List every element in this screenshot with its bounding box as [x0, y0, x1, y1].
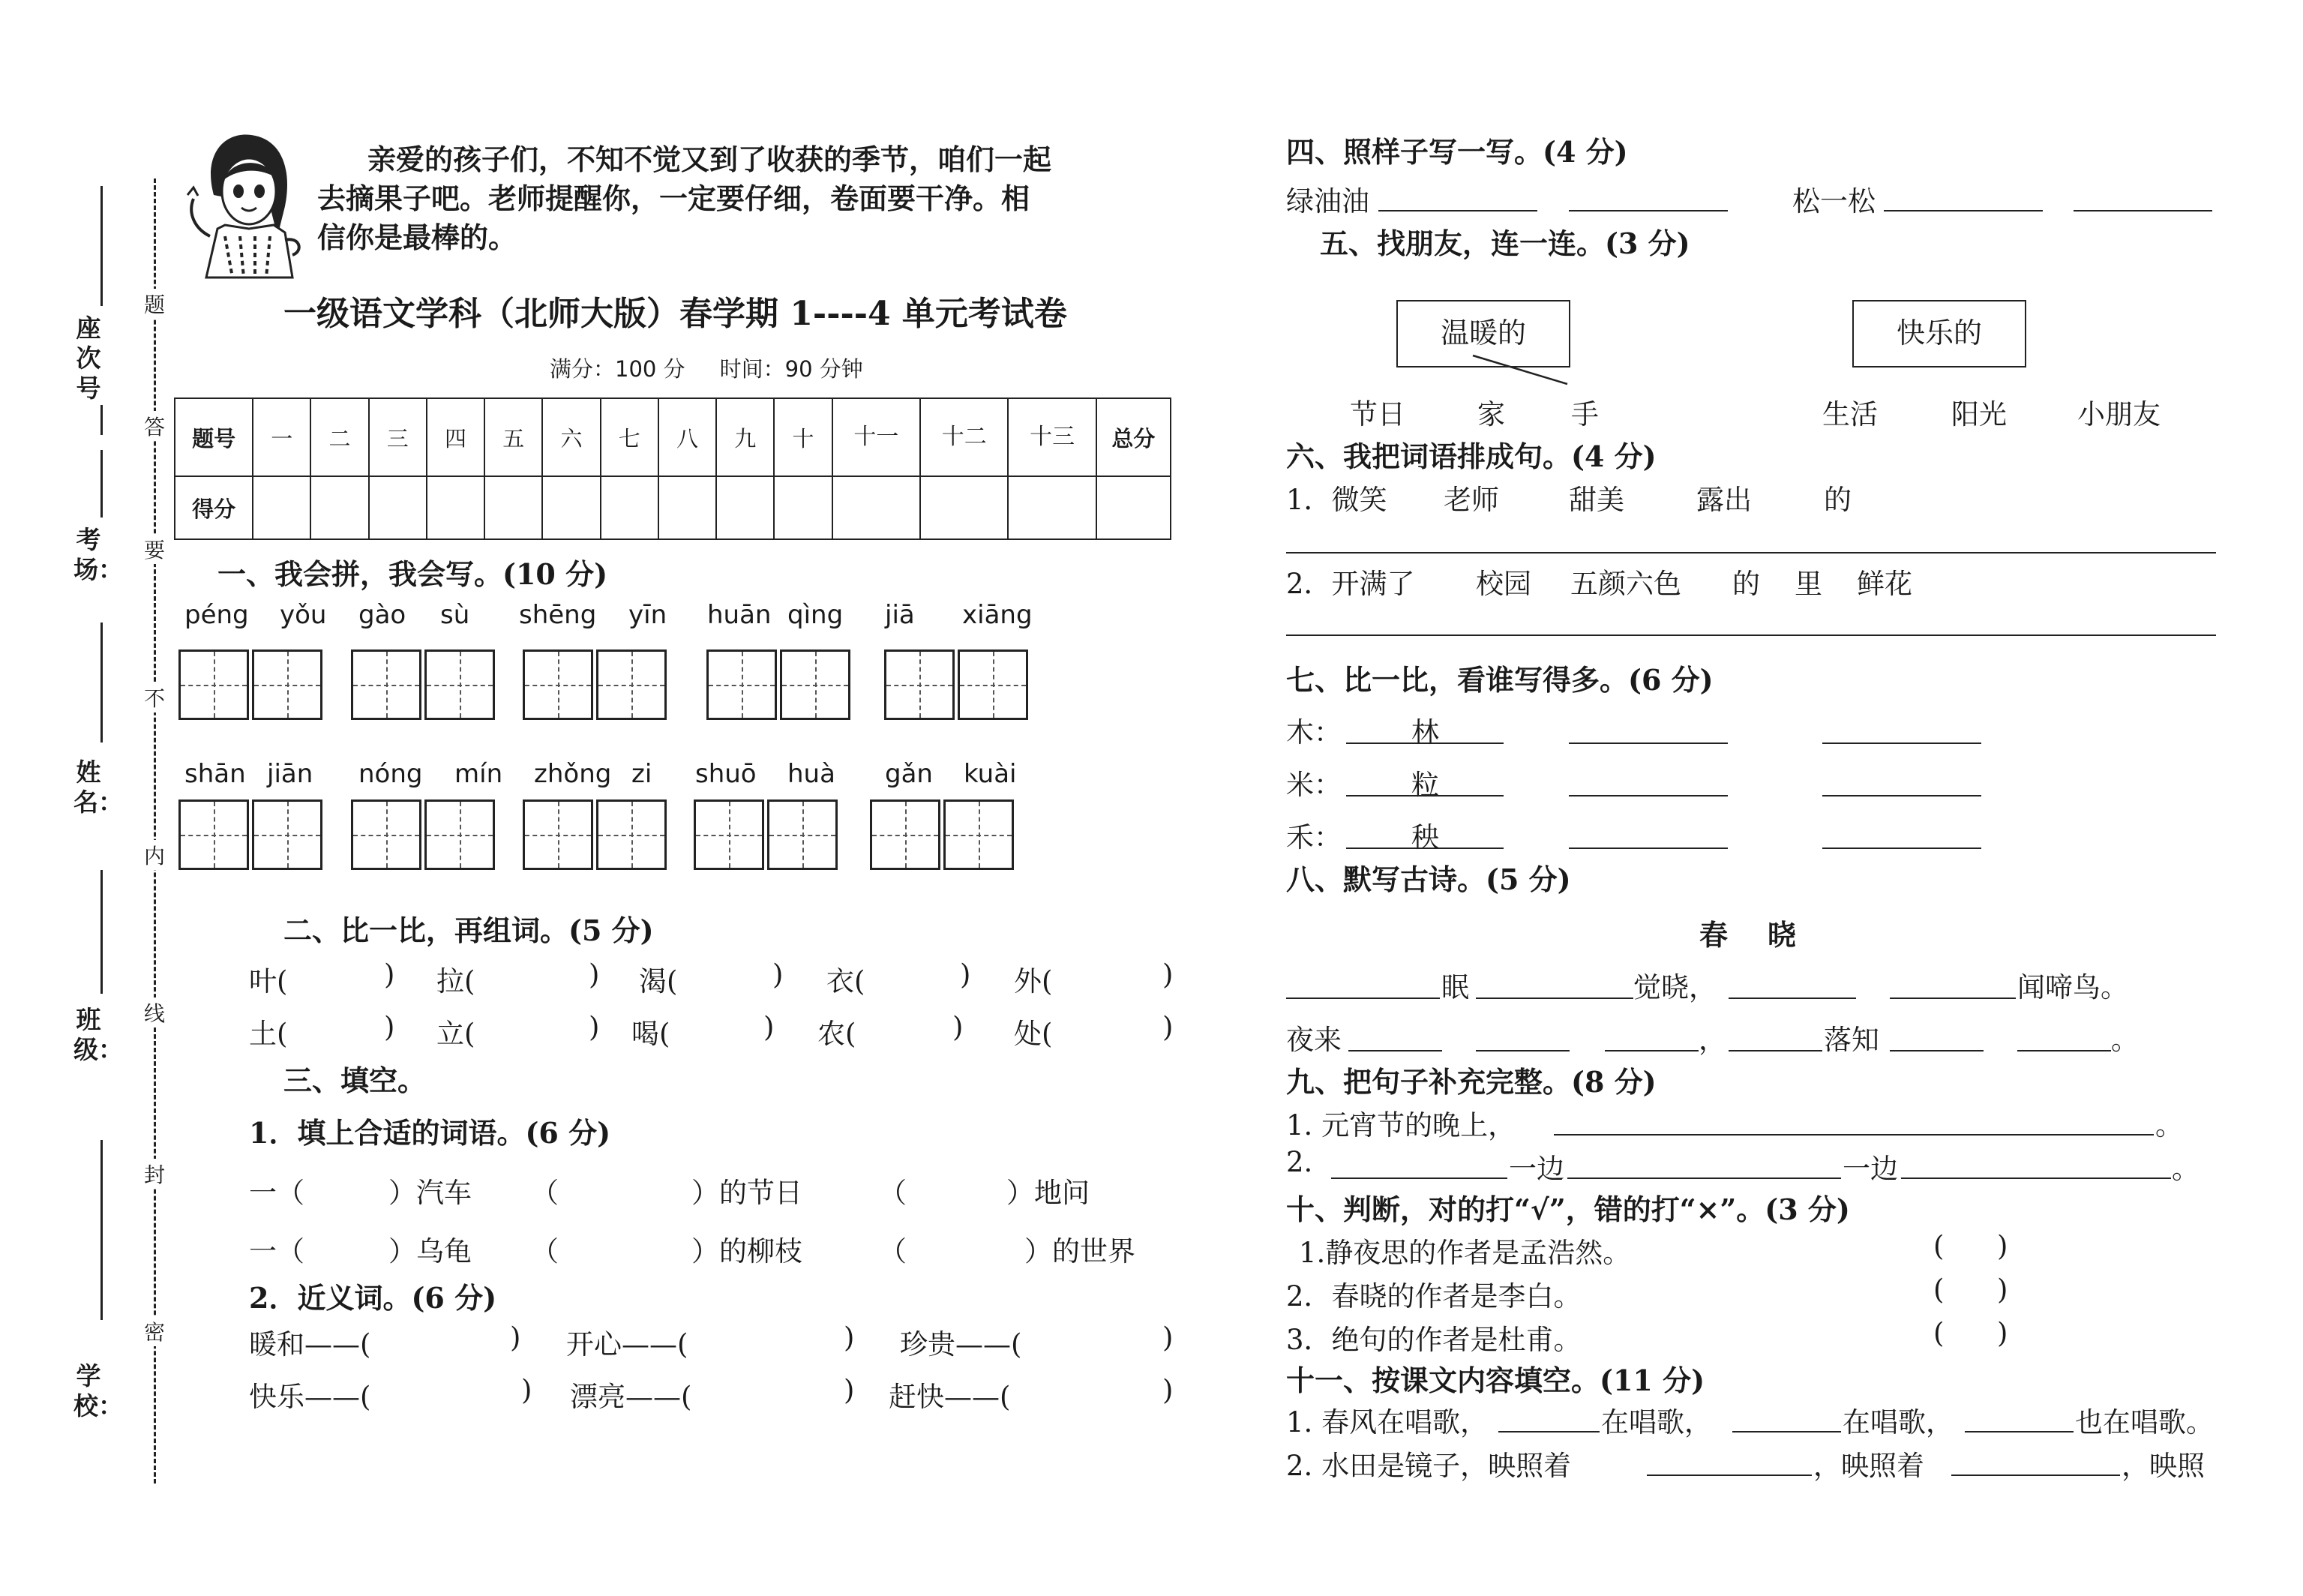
compare-item-close: )	[772, 958, 784, 991]
score-cell-5[interactable]	[484, 476, 542, 539]
seat-number-label: 座次号	[76, 314, 101, 403]
match-word: 生活	[1822, 398, 1878, 430]
writing-box[interactable]	[252, 650, 322, 720]
pinyin: jiān	[267, 759, 313, 789]
writing-box[interactable]	[178, 650, 249, 720]
radical-example: 粒	[1411, 769, 1439, 801]
sentence-part: 一边	[1843, 1153, 1898, 1185]
match-word: 小朋友	[2077, 398, 2161, 430]
exam-room-line-lower	[100, 622, 103, 742]
poem-blank[interactable]	[1890, 998, 2016, 999]
match-box-1[interactable]: 温暖的	[1396, 300, 1570, 368]
synonym-item: 暖和——(	[249, 1328, 371, 1360]
score-col-3: 三	[369, 398, 427, 476]
pinyin: huà	[787, 759, 835, 789]
synonym-close: )	[844, 1374, 855, 1406]
exam-room-label: 考场：	[73, 525, 123, 584]
fill-word-part: 一（	[249, 1235, 304, 1268]
pinyin: huān	[707, 600, 772, 630]
score-row-label: 得分	[175, 476, 253, 539]
pinyin: jiā	[885, 600, 915, 630]
poem-blank[interactable]	[1476, 1050, 1570, 1052]
fill-word-part: ）的世界	[1024, 1235, 1135, 1268]
writing-box[interactable]	[706, 650, 777, 720]
pinyin: mín	[454, 759, 503, 789]
score-col-13: 十三	[1008, 398, 1096, 476]
score-cell-10[interactable]	[774, 476, 832, 539]
fill-word-part: ）汽车	[388, 1177, 472, 1209]
poem-fragment: 夜来	[1286, 1024, 1342, 1056]
compare-item-close: )	[1162, 1011, 1174, 1043]
seal-mark-mi: 密	[143, 1316, 166, 1346]
synonym-close: )	[510, 1322, 521, 1354]
judgement-paren[interactable]: ( )	[1933, 1317, 2008, 1349]
sentence-word: 的	[1824, 484, 1852, 516]
sentence-word: 老师	[1444, 484, 1499, 516]
synonym-item: 开心——(	[566, 1328, 688, 1360]
section-10-title: 十、判断，对的打“√”，错的打“×”。(3 分)	[1286, 1192, 1850, 1226]
sentence-word: 鲜花	[1857, 568, 1912, 600]
fill-word-part: （	[531, 1235, 559, 1268]
poem-fragment: 闻啼鸟。	[2017, 971, 2128, 1004]
writing-box[interactable]	[958, 650, 1028, 720]
sentence-word: 2．开满了	[1286, 568, 1415, 600]
match-word: 家	[1477, 398, 1505, 430]
judgement-paren[interactable]: ( )	[1933, 1230, 2008, 1262]
exam-title: 一级语文学科（北师大版）春学期 1----4 单元考试卷	[283, 295, 1067, 333]
synonym-item: 赶快——(	[889, 1381, 1011, 1413]
answer-line[interactable]	[1569, 210, 1728, 212]
answer-line[interactable]	[1378, 210, 1537, 212]
intro-line-3: 信你是最棒的。	[317, 220, 517, 254]
score-col-11: 十一	[832, 398, 920, 476]
answer-line[interactable]	[1884, 210, 2043, 212]
poem-blank[interactable]	[1476, 998, 1633, 999]
match-word: 手	[1571, 398, 1599, 430]
pinyin: gǎn	[885, 759, 933, 789]
writing-box[interactable]	[424, 800, 495, 870]
synonym-item: 珍贵——(	[900, 1328, 1022, 1360]
answer-line[interactable]	[1346, 848, 1504, 849]
compare-item-close: )	[384, 958, 395, 991]
pinyin: péng	[184, 600, 249, 630]
section-7-title: 七、比一比，看谁写得多。(6 分)	[1286, 663, 1714, 697]
pinyin: shān	[184, 759, 246, 789]
seal-mark-da: 答	[143, 411, 166, 441]
pinyin: nóng	[358, 759, 423, 789]
score-table-header-label: 题号	[175, 398, 253, 476]
poem-blank[interactable]	[1890, 1050, 1984, 1052]
compare-item: 土(	[249, 1018, 288, 1050]
writing-box[interactable]	[694, 800, 764, 870]
score-col-9: 九	[716, 398, 774, 476]
judgement-item: 2．春晓的作者是李白。	[1286, 1280, 1582, 1312]
score-cell-8[interactable]	[658, 476, 716, 539]
score-col-6: 六	[542, 398, 600, 476]
synonym-close: )	[1162, 1374, 1174, 1406]
writing-box[interactable]	[943, 800, 1014, 870]
seal-mark-feng: 封	[143, 1159, 166, 1189]
teacher-girl-illustration	[180, 124, 307, 281]
score-col-12: 十二	[920, 398, 1008, 476]
compare-item-close: )	[763, 1011, 775, 1043]
pinyin: qìng	[787, 600, 844, 630]
compare-item-close: )	[960, 958, 971, 991]
score-col-1: 一	[253, 398, 310, 476]
score-cell-11[interactable]	[832, 476, 920, 539]
sentence-word: 校园	[1476, 568, 1531, 600]
match-connector-line	[1470, 352, 1575, 398]
pinyin: shēng	[519, 600, 597, 630]
section-2-title: 二、比一比，再组词。(5 分)	[283, 914, 654, 947]
compare-item-close: )	[589, 1011, 600, 1043]
pinyin: kuài	[964, 759, 1017, 789]
score-table	[174, 398, 1171, 540]
answer-line[interactable]	[1569, 848, 1728, 849]
fill-word-part: ）的节日	[691, 1177, 802, 1209]
pinyin: zi	[631, 759, 652, 789]
judgement-item: 3．绝句的作者是杜甫。	[1286, 1324, 1582, 1356]
text-fill-part: 在唱歌，	[1843, 1406, 1954, 1438]
class-line-lower	[100, 1140, 103, 1320]
exam-room-line	[100, 450, 103, 518]
synonym-close: )	[844, 1322, 855, 1354]
sentence-word: 露出	[1696, 484, 1752, 516]
poem-fragment: ，	[1699, 1024, 1726, 1056]
writing-box[interactable]	[523, 800, 593, 870]
poem-fragment: 眠	[1441, 971, 1469, 1004]
answer-line[interactable]	[1822, 742, 1981, 744]
score-cell-4[interactable]	[427, 476, 484, 539]
score-cell-3[interactable]	[369, 476, 427, 539]
exam-subtitle: 满分：100 分 时间：90 分钟	[550, 356, 863, 382]
sentence-word: 甜美	[1569, 484, 1624, 516]
pinyin: shuō	[695, 759, 757, 789]
pattern-example-1: 绿油油	[1286, 185, 1369, 218]
intro-line-2: 去摘果子吧。老师提醒你，一定要仔细，卷面要干净。相	[317, 182, 1030, 215]
pinyin: yīn	[628, 600, 667, 630]
text-fill-part: 在唱歌，	[1601, 1406, 1712, 1438]
seal-mark-bu: 不	[143, 682, 166, 712]
match-word: 节日	[1350, 398, 1405, 430]
section-9-title: 九、把句子补充完整。(8 分)	[1286, 1065, 1657, 1099]
text-fill-blank[interactable]	[1647, 1474, 1812, 1476]
compare-item-close: )	[589, 958, 600, 991]
section-6-title: 六、我把词语排成句。(4 分)	[1286, 440, 1657, 473]
radical-label: 米：	[1286, 769, 1342, 801]
complete-sentence-prompt: 2.	[1286, 1146, 1313, 1178]
sentence-blank[interactable]	[1554, 1134, 2154, 1136]
writing-box[interactable]	[596, 800, 667, 870]
fill-word-part: 一（	[249, 1177, 304, 1209]
radical-example: 秧	[1411, 821, 1439, 854]
match-box-2[interactable]: 快乐的	[1852, 300, 2026, 368]
sentence-blank[interactable]	[1901, 1178, 2171, 1179]
compare-item: 渴(	[639, 965, 678, 998]
sentence-word: 里	[1795, 568, 1822, 600]
pinyin: yǒu	[280, 600, 327, 630]
score-col-10: 十	[774, 398, 832, 476]
school-label: 学校：	[73, 1361, 123, 1420]
synonym-close: )	[521, 1374, 532, 1406]
poem-blank[interactable]	[1286, 998, 1440, 999]
writing-box[interactable]	[767, 800, 838, 870]
sentence-end: 。	[2172, 1153, 2200, 1185]
fill-word-part: ）乌龟	[388, 1235, 472, 1268]
writing-box[interactable]	[178, 800, 249, 870]
text-fill-blank[interactable]	[1498, 1431, 1600, 1432]
score-cell-9[interactable]	[716, 476, 774, 539]
poem-blank[interactable]	[1348, 1050, 1442, 1052]
text-fill-part: 也在唱歌。	[2075, 1406, 2214, 1438]
answer-line[interactable]	[1569, 795, 1728, 796]
pinyin: xiāng	[962, 600, 1033, 630]
score-col-5: 五	[484, 398, 542, 476]
score-cell-12[interactable]	[920, 476, 1008, 539]
student-name-label: 姓名：	[73, 758, 123, 817]
text-fill-blank[interactable]	[1951, 1474, 2120, 1476]
section-1-title: 一、我会拼，我会写。(10 分)	[217, 557, 608, 591]
compare-item-close: )	[1162, 958, 1174, 991]
intro-line-1: 亲爱的孩子们，不知不觉又到了收获的季节，咱们一起	[367, 142, 1052, 176]
writing-box[interactable]	[780, 650, 850, 720]
radical-example: 林	[1411, 716, 1439, 748]
sentence-answer-line[interactable]	[1286, 552, 2216, 554]
compare-item-close: )	[952, 1011, 964, 1043]
poem-blank[interactable]	[2017, 1050, 2111, 1052]
score-cell-7[interactable]	[601, 476, 658, 539]
compare-item: 叶(	[249, 965, 288, 998]
writing-box[interactable]	[351, 650, 421, 720]
section-3-q1-title: 1．填上合适的词语。(6 分)	[249, 1116, 611, 1150]
compare-item: 农(	[817, 1018, 856, 1050]
answer-line[interactable]	[1346, 742, 1504, 744]
synonym-close: )	[1162, 1322, 1174, 1354]
section-11-title: 十一、按课文内容填空。(11 分)	[1286, 1364, 1705, 1397]
poem-fragment: 落知	[1824, 1024, 1879, 1056]
synonym-item: 漂亮——(	[570, 1381, 692, 1413]
pinyin: zhǒng	[534, 759, 612, 789]
writing-box[interactable]	[884, 650, 955, 720]
poem-fragment: 。	[2111, 1024, 2139, 1056]
seal-mark-nei: 内	[143, 840, 166, 870]
seat-number-line-lower	[100, 405, 103, 435]
radical-label: 木：	[1286, 716, 1342, 748]
sentence-word: 的	[1732, 568, 1760, 600]
pattern-example-2: 松一松	[1792, 185, 1876, 218]
match-word: 阳光	[1951, 398, 2007, 430]
sentence-part: 一边	[1509, 1153, 1564, 1185]
radical-label: 禾：	[1286, 821, 1342, 854]
sentence-word: 五颜六色	[1570, 568, 1681, 600]
sentence-end: 。	[2155, 1109, 2183, 1142]
text-fill-part: ，映照	[2122, 1450, 2205, 1482]
text-fill-blank[interactable]	[1732, 1431, 1841, 1432]
seat-number-line	[100, 186, 103, 306]
compare-item: 拉(	[436, 965, 475, 998]
judgement-item: 1.静夜思的作者是孟浩然。	[1299, 1237, 1631, 1269]
score-cell-2[interactable]	[310, 476, 368, 539]
section-4-title: 四、照样子写一写。(4 分)	[1286, 135, 1628, 169]
answer-line[interactable]	[1822, 848, 1981, 849]
pinyin: sù	[440, 600, 470, 630]
student-name-line-lower	[100, 870, 103, 994]
fill-word-part: （	[879, 1177, 907, 1209]
compare-item: 处(	[1014, 1018, 1053, 1050]
seal-mark-ti: 题	[143, 289, 166, 319]
sentence-blank[interactable]	[1331, 1178, 1507, 1179]
score-cell-1[interactable]	[253, 476, 310, 539]
compare-item-close: )	[384, 1011, 395, 1043]
compare-item: 喝(	[631, 1018, 670, 1050]
synonym-item: 快乐——(	[249, 1381, 371, 1413]
sentence-blank[interactable]	[1567, 1178, 1841, 1179]
section-3-q2-title: 2．近义词。(6 分)	[249, 1281, 497, 1315]
fill-word-part: ）地问	[1006, 1177, 1090, 1209]
answer-line[interactable]	[2074, 210, 2212, 212]
section-3-title: 三、填空。	[283, 1064, 427, 1097]
writing-box[interactable]	[596, 650, 667, 720]
answer-line[interactable]	[1822, 795, 1981, 796]
compare-item: 外(	[1014, 965, 1053, 998]
complete-sentence-prompt: 1. 元宵节的晚上，	[1286, 1109, 1516, 1142]
score-col-8: 八	[658, 398, 716, 476]
section-8-title: 八、默写古诗。(5 分)	[1286, 862, 1571, 896]
judgement-paren[interactable]: ( )	[1933, 1274, 2008, 1306]
compare-item: 立(	[436, 1018, 475, 1050]
score-col-4: 四	[427, 398, 484, 476]
sentence-answer-line[interactable]	[1286, 634, 2216, 636]
writing-box[interactable]	[351, 800, 421, 870]
text-fill-part: ，映照着	[1813, 1450, 1924, 1482]
text-fill-blank[interactable]	[1965, 1431, 2074, 1432]
seal-mark-yao: 要	[143, 534, 166, 564]
pinyin: gào	[358, 600, 406, 630]
seal-line	[154, 178, 156, 1484]
score-cell-total[interactable]	[1096, 476, 1171, 539]
text-fill-part: 1. 春风在唱歌，	[1286, 1406, 1489, 1438]
score-cell-13[interactable]	[1008, 476, 1096, 539]
score-col-2: 二	[310, 398, 368, 476]
writing-box[interactable]	[523, 650, 593, 720]
score-total-header: 总分	[1096, 398, 1171, 476]
compare-item: 衣(	[826, 965, 865, 998]
writing-box[interactable]	[424, 650, 495, 720]
writing-box[interactable]	[870, 800, 940, 870]
class-label: 班级：	[73, 1005, 123, 1064]
fill-word-part: （	[531, 1177, 559, 1209]
poem-blank[interactable]	[1729, 998, 1856, 999]
seal-mark-xian: 线	[143, 998, 166, 1028]
poem-blank[interactable]	[1729, 1050, 1822, 1052]
sentence-word: 1．微笑	[1286, 484, 1387, 516]
text-fill-part: 2. 水田是镜子，映照着	[1286, 1450, 1572, 1482]
poem-blank[interactable]	[1605, 1050, 1699, 1052]
poem-title: 春 晓	[1699, 918, 1796, 952]
answer-line[interactable]	[1346, 795, 1504, 796]
section-5-title: 五、找朋友，连一连。(3 分)	[1320, 226, 1690, 260]
fill-word-part: ）的柳枝	[691, 1235, 802, 1268]
score-col-7: 七	[601, 398, 658, 476]
fill-word-part: （	[879, 1235, 907, 1268]
answer-line[interactable]	[1569, 742, 1728, 744]
writing-box[interactable]	[252, 800, 322, 870]
score-cell-6[interactable]	[542, 476, 600, 539]
poem-fragment: 觉晓，	[1633, 971, 1717, 1004]
